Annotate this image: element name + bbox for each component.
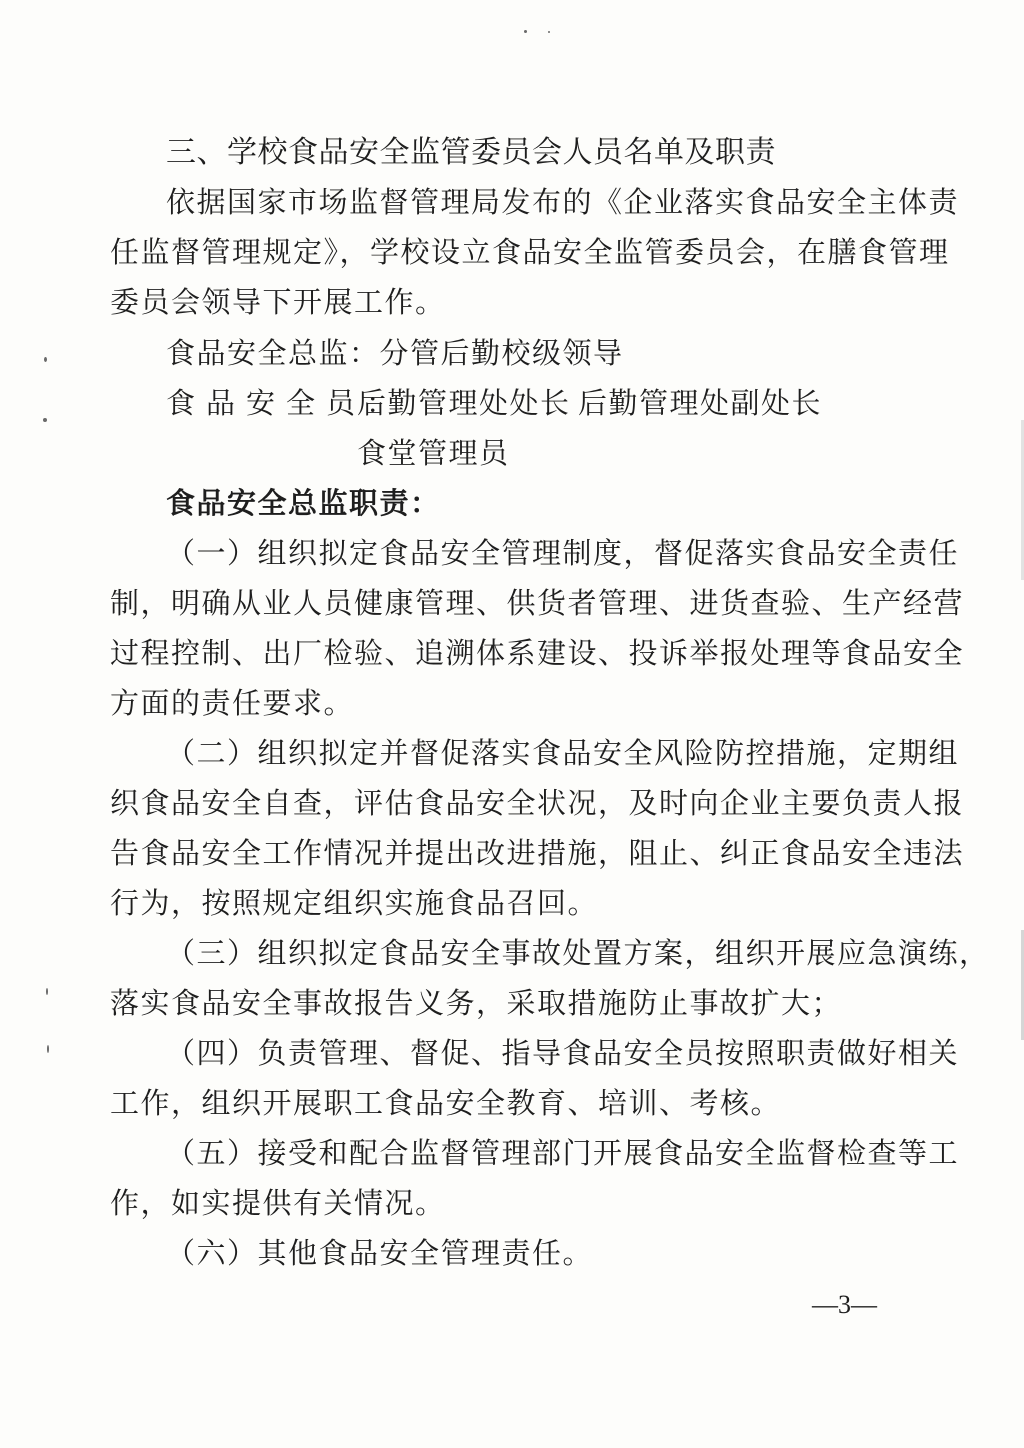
duty-4-line-1: （四）负责管理、督促、指导食品安全员按照职责做好相关 [166,1036,960,1070]
duty-1-line-1: （一）组织拟定食品安全管理制度，督促落实食品安全责任 [166,536,960,570]
scan-speck [548,31,550,33]
duty-3-line-2: 落实食品安全事故报告义务，采取措施防止事故扩大； [110,986,843,1020]
scan-speck [47,1045,49,1053]
duty-2-line-4: 行为，按照规定组织实施食品召回。 [110,886,599,920]
duty-3-line-1: （三）组织拟定食品安全事故处置方案，组织开展应急演练， [166,936,990,970]
scan-speck [43,418,47,422]
officer-value-3: 食堂管理员 [357,436,510,470]
scan-speck [46,988,48,995]
duty-1-line-3: 过程控制、出厂检验、追溯体系建设、投诉举报处理等食品安全 [110,636,965,670]
intro-line-1: 依据国家市场监督管理局发布的《企业落实食品安全主体责 [166,185,960,219]
duties-title: 食品安全总监职责： [166,486,441,520]
intro-line-3: 委员会领导下开展工作。 [110,285,446,319]
duty-2-line-3: 告食品安全工作情况并提出改进措施，阻止、纠正食品安全违法 [110,836,965,870]
duty-4-line-2: 工作，组织开展职工食品安全教育、培训、考核。 [110,1086,782,1120]
duty-6-line-1: （六）其他食品安全管理责任。 [166,1236,594,1270]
section-heading: 三、学校食品安全监管委员会人员名单及职责 [166,135,776,170]
duty-2-line-1: （二）组织拟定并督促落实食品安全风险防控措施，定期组 [166,736,960,770]
intro-line-2: 任监督管理规定》，学校设立食品安全监管委员会，在膳食管理 [110,235,950,269]
duty-1-line-2: 制，明确从业人员健康管理、供货者管理、进货查验、生产经营 [110,586,965,620]
duty-1-line-4: 方面的责任要求。 [110,686,355,720]
director-line: 食品安全总监：分管后勤校级领导 [166,336,624,370]
officer-value-2: 后勤管理处副处长 [578,386,823,420]
scan-speck [44,357,47,362]
duty-5-line-2: 作，如实提供有关情况。 [110,1186,446,1220]
duty-2-line-2: 织食品安全自查，评估食品安全状况，及时向企业主要负责人报 [110,786,965,820]
officer-label: 食品安全员： [166,386,407,420]
duty-5-line-1: （五）接受和配合监督管理部门开展食品安全监督检查等工 [166,1136,960,1170]
scan-speck [524,30,527,33]
officer-value-1: 后勤管理处处长 [357,386,571,420]
page-number: —3— [812,1290,877,1319]
